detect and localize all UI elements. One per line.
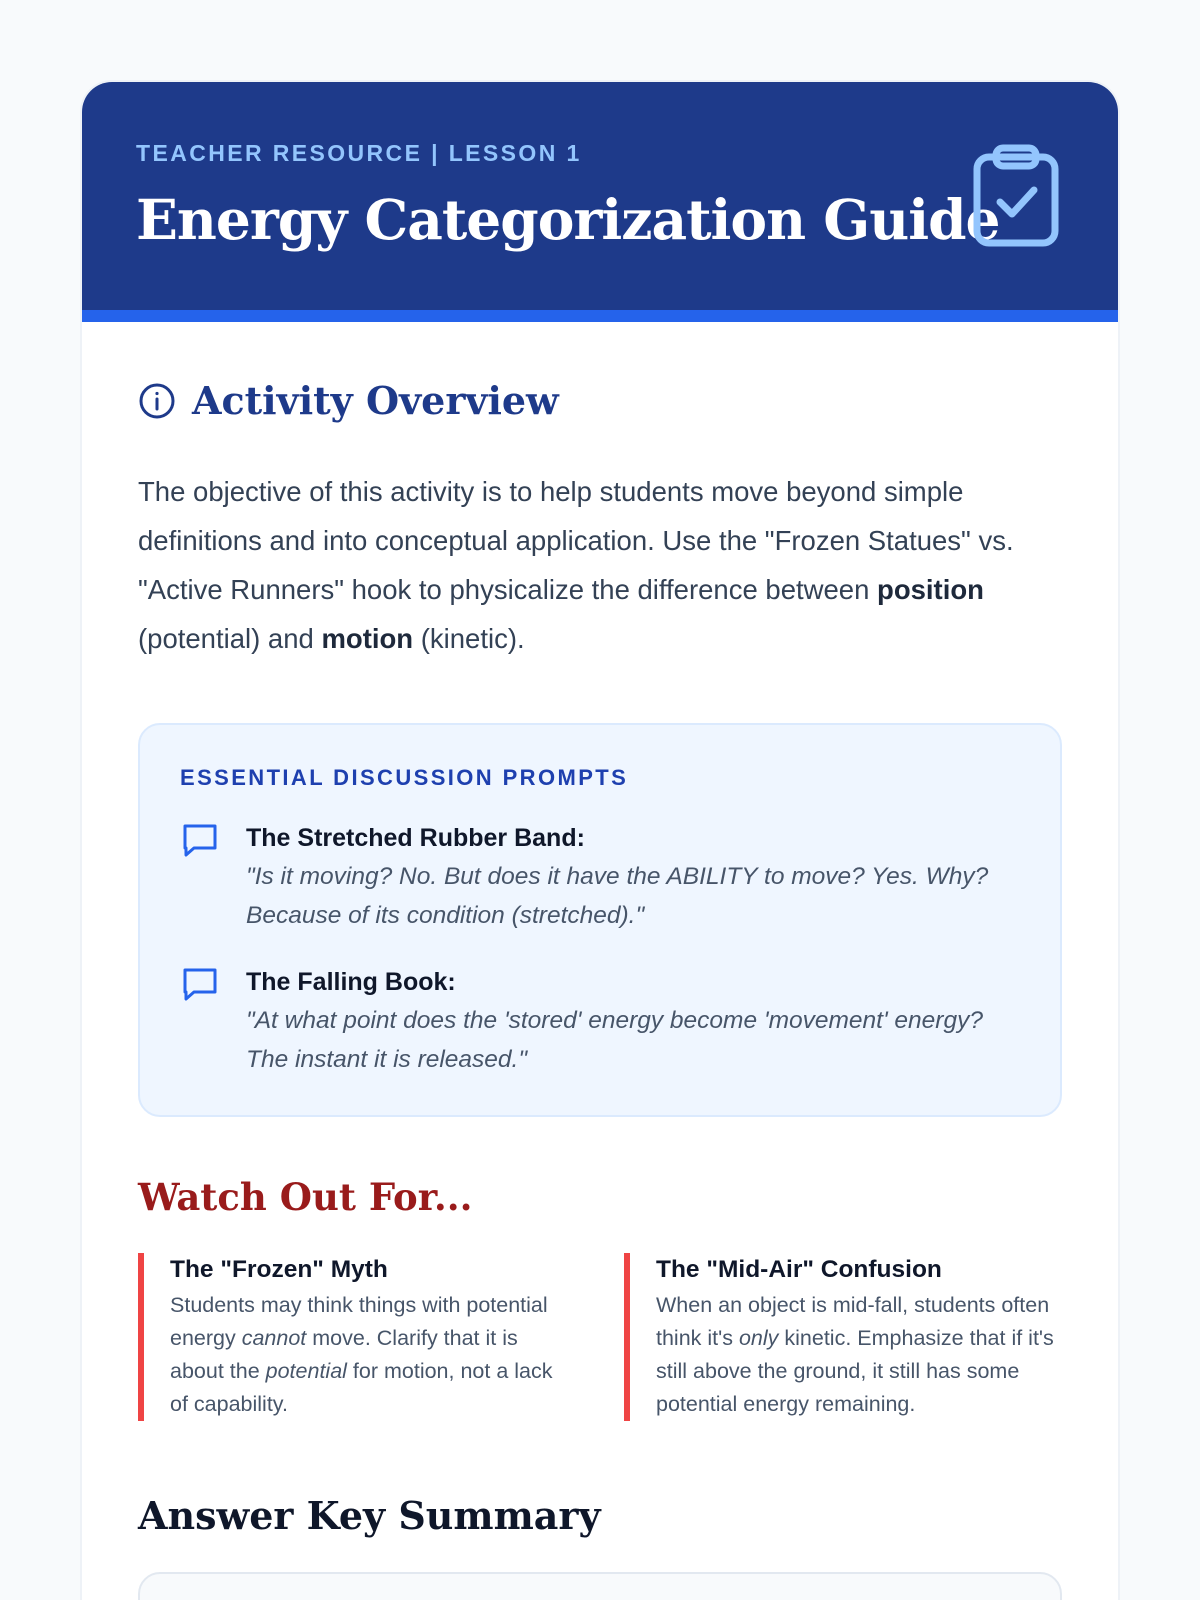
prompt-quote: "Is it moving? No. But does it have the ABILITY to move? Yes. Why? Because of its condition (stretched)." (246, 863, 989, 929)
watch-out-item (624, 1253, 1062, 1421)
watch-out-item-heading: The "Frozen" Myth (170, 1256, 388, 1283)
watch-out-columns (138, 1253, 1062, 1421)
resource-card (80, 80, 1120, 1600)
speech-bubble-icon (180, 965, 220, 1005)
watch-out-item (138, 1253, 576, 1421)
prompt-heading: The Falling Book: (246, 968, 456, 996)
activity-overview-heading (138, 378, 1062, 423)
watch-out-item-heading: The "Mid-Air" Confusion (656, 1256, 942, 1283)
speech-bubble-icon (180, 821, 220, 861)
activity-overview-title: Activity Overview (192, 378, 559, 423)
answer-key-box (138, 1572, 1062, 1600)
content-area (82, 322, 1118, 1600)
page-title: Energy Categorization Guide (136, 187, 1000, 252)
clipboard-check-icon (972, 144, 1062, 248)
prompt-quote: "At what point does the 'stored' energy become 'movement' energy? The instant it is released." (246, 1007, 983, 1073)
prompt-item (180, 965, 1020, 1079)
header-kicker: TEACHER RESOURCE | LESSON 1 (136, 140, 582, 166)
bold-motion: motion (321, 623, 414, 654)
prompt-heading: The Stretched Rubber Band: (246, 824, 585, 852)
bold-position: position (877, 574, 984, 605)
discussion-prompts-box (138, 723, 1062, 1117)
info-icon (138, 382, 176, 420)
answer-key-heading: Answer Key Summary (138, 1493, 601, 1538)
watch-out-item-text: Students may think things with potential energy cannot move. Clarify that it is about the potential for motion, not a lack of capability. (170, 1293, 553, 1416)
watch-out-item-text: When an object is mid-fall, students often think it's only kinetic. Emphasize that if it's still above the ground, it still has some potential energy remaining. (656, 1293, 1054, 1416)
prompts-title: ESSENTIAL DISCUSSION PROMPTS (180, 765, 629, 790)
overview-paragraph: The objective of this activity is to help students move beyond simple definitions and into conceptual application. Use the "Frozen Statues" vs. "Active Runners" hook to physicalize the difference between position (potential) and motion (kinetic). (138, 476, 1014, 654)
prompt-item (180, 821, 1020, 935)
watch-out-heading: Watch Out For... (138, 1175, 473, 1219)
header-banner (82, 82, 1118, 322)
